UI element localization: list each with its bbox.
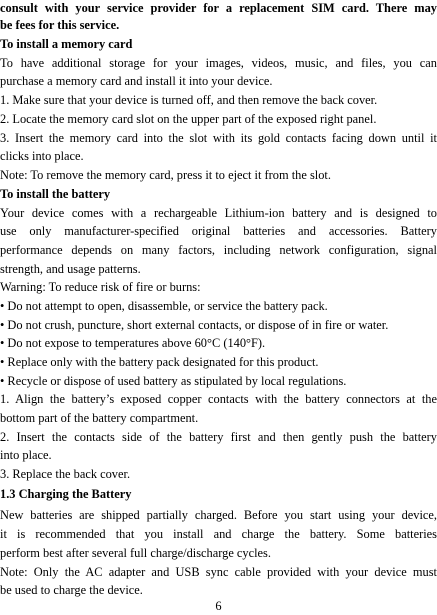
section-heading-memory-card: To install a memory card xyxy=(0,37,133,51)
text-line: clicks into place. xyxy=(0,149,84,163)
text-line: To have additional storage for your images, videos, music, and files, you can xyxy=(0,56,437,70)
text-line: Your device comes with a rechargeable Lithium-ion battery and is designed to xyxy=(0,206,437,220)
text-line: consult with your service provider for a replacement SIM card. There may xyxy=(0,1,437,15)
text-line: be used to charge the device. xyxy=(0,583,143,597)
bullet-item: • Do not expose to temperatures above 60°C (140°F). xyxy=(0,336,266,350)
section-heading-charging: 1.3 Charging the Battery xyxy=(0,487,132,501)
text-line: 3. Replace the back cover. xyxy=(0,467,131,481)
text-line: New batteries are shipped partially charged. Before you start using your device, xyxy=(0,508,437,522)
text-line: perform best after several full charge/discharge cycles. xyxy=(0,546,271,560)
text-line: 2. Insert the contacts side of the battery first and then gently push the battery xyxy=(0,430,437,444)
page-number: 6 xyxy=(215,599,222,613)
text-line: 1. Align the battery’s exposed copper contacts with the battery connectors at the xyxy=(0,392,437,406)
text-line: be fees for this service. xyxy=(0,18,120,32)
bullet-item: • Recycle or dispose of used battery as stipulated by local regulations. xyxy=(0,374,347,388)
text-line: purchase a memory card and install it into your device. xyxy=(0,74,273,88)
text-line: Note: To remove the memory card, press it to eject it from the slot. xyxy=(0,168,331,182)
bullet-item: • Replace only with the battery pack designated for this product. xyxy=(0,355,319,369)
text-line: 3. Insert the memory card into the slot with its gold contacts facing down until it xyxy=(0,131,437,145)
text-line: it is recommended that you install and charge the battery. Some batteries xyxy=(0,527,437,541)
text-line: 2. Locate the memory card slot on the upper part of the exposed right panel. xyxy=(0,112,377,126)
text-line: use only manufacturer-specified original batteries and accessories. Battery xyxy=(0,224,437,238)
section-heading-battery: To install the battery xyxy=(0,187,111,201)
warning-line: Warning: To reduce risk of fire or burns: xyxy=(0,280,201,294)
text-line: into place. xyxy=(0,448,52,462)
text-line: Note: Only the AC adapter and USB sync cable provided with your device must xyxy=(0,565,437,579)
text-line: performance depends on many factors, including network configuration, signal xyxy=(0,243,437,257)
text-line: 1. Make sure that your device is turned off, and then remove the back cover. xyxy=(0,93,378,107)
text-line: strength, and usage patterns. xyxy=(0,262,141,276)
bullet-item: • Do not attempt to open, disassemble, or service the battery pack. xyxy=(0,299,328,313)
text-line: bottom part of the battery compartment. xyxy=(0,411,199,425)
bullet-item: • Do not crush, puncture, short external contacts, or dispose of in fire or water. xyxy=(0,318,389,332)
